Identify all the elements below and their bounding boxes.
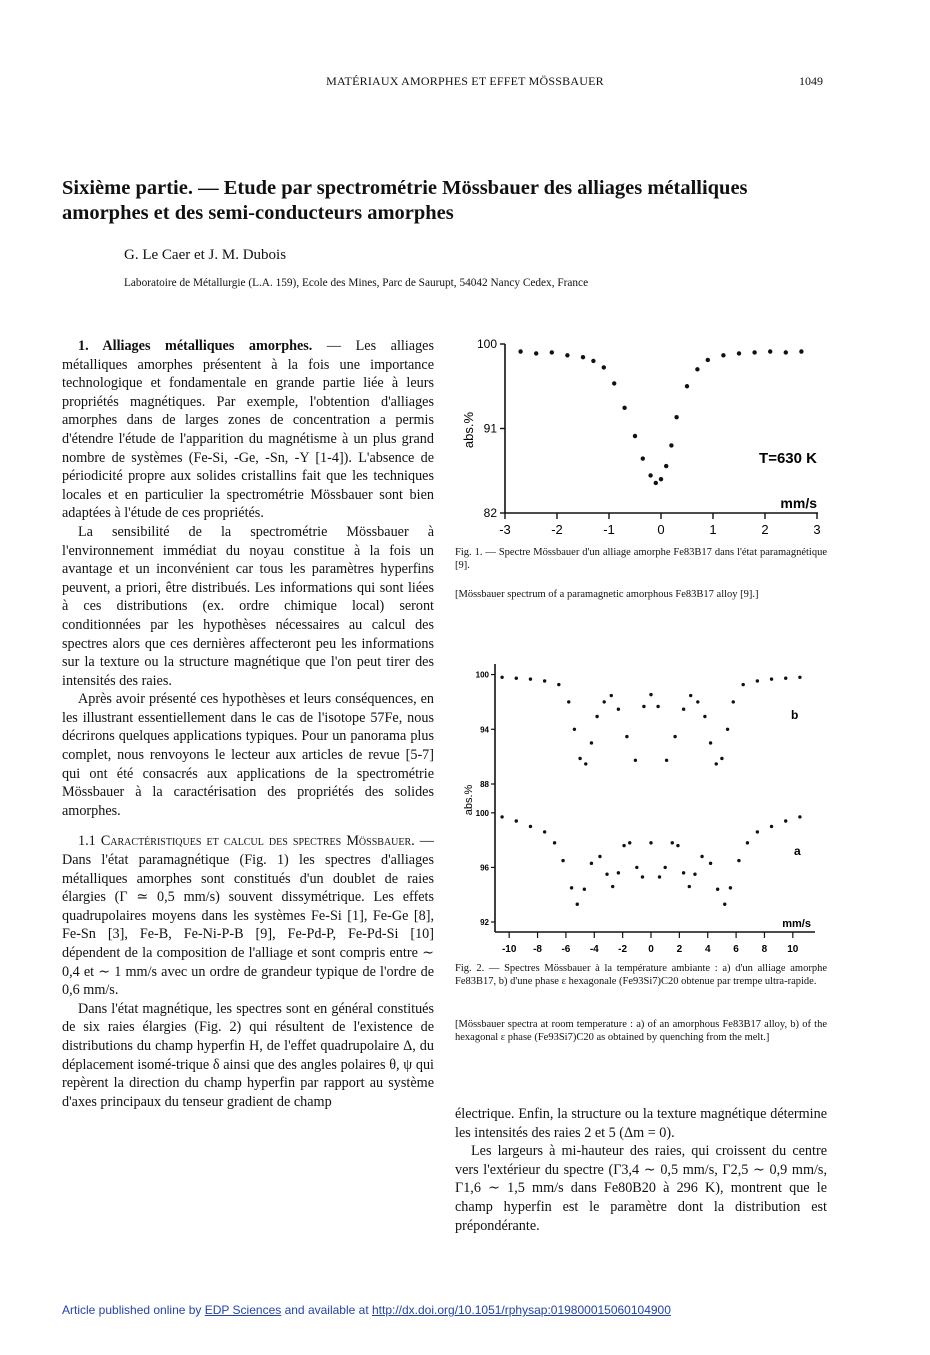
fig2-panel-b-data-point <box>726 728 729 731</box>
fig2-panel-a-data-point <box>723 903 726 906</box>
fig1-y-tick-label: 82 <box>483 506 497 520</box>
fig2-panel-a-data-point <box>770 825 773 828</box>
fig1-data-point <box>534 351 538 355</box>
fig1-data-point <box>659 477 663 481</box>
fig2-panel-a-data-point <box>570 886 573 889</box>
fig1-x-tick-label: -1 <box>603 522 615 537</box>
fig2-panel-b-data-point <box>625 735 628 738</box>
fig2-panel-b-data-point <box>642 705 645 708</box>
right-para2: Les largeurs à mi-hauteur des raies, qui croissent du centre vers l'extérieur du spectre (Γ3,4 ∼ 0,5 mm/s, Γ2,5 ∼ 0,9 mm/s, Γ1,6 ∼ 1,5 mm/s dans Fe80B20 à 296 K), montrent que le champ hyperfin est le paramètre dont la distribution est prépondérante. <box>455 1143 827 1234</box>
fig2-panel-b-data-point <box>696 700 699 703</box>
fig2-panel-b-data-point <box>756 679 759 682</box>
fig2-panel-a-data-point <box>688 885 691 888</box>
fig2-panel-b-data-point <box>590 741 593 744</box>
fig2-y-tick-label: 96 <box>480 863 489 873</box>
fig2-panel-b-data-point <box>500 676 503 679</box>
fig2-panel-a-data-point <box>617 871 620 874</box>
fig1-x-tick-label: -3 <box>499 522 511 537</box>
section1-para3: Après avoir présenté ces hypothèses et leurs conséquences, en les illustrant essentiellement dans le cas de l'isotope 57Fe, nous décrirons quelques applications typiques. Pour un panorama plus complet, nous renvoyons le lecteur aux articles de revue [5-7] qui ont été consacrés aux applications de la spectrométrie Mössbauer à la caractérisation des propriétés des solides amorphes. <box>62 691 434 819</box>
fig2-panel-a-data-point <box>700 855 703 858</box>
doi-link[interactable]: http://dx.doi.org/10.1051/rphysap:019800015060104900 <box>371 1303 671 1317</box>
fig2-panel-a-data-point <box>628 841 631 844</box>
fig2-panel-b-data-point <box>689 694 692 697</box>
fig2-x-tick-label: -10 <box>501 944 517 955</box>
fig2-panel-b-data-point <box>595 715 598 718</box>
fig1-y-tick-label: 100 <box>476 337 497 351</box>
fig1-data-point <box>602 365 606 369</box>
fig1-data-point <box>654 481 658 485</box>
fig2-label-a: a <box>794 844 801 858</box>
fig2-panel-b-data-point <box>682 708 685 711</box>
figure-2-chart <box>455 660 835 960</box>
fig2-panel-b-data-point <box>732 700 735 703</box>
fig1-data-point <box>669 443 673 447</box>
fig2-panel-b-data-point <box>798 676 801 679</box>
fig2-panel-a-data-point <box>682 871 685 874</box>
fig2-x-tick-label: -6 <box>561 944 571 955</box>
fig2-panel-b-data-point <box>634 759 637 762</box>
figure-1-chart <box>455 330 835 542</box>
fig1-data-point <box>641 456 645 460</box>
fig2-panel-a-data-point <box>671 841 674 844</box>
publisher-link[interactable]: EDP Sciences <box>204 1303 282 1317</box>
fig2-panel-b-data-point <box>584 762 587 765</box>
section1-heading: 1. Alliages métalliques amorphes. <box>78 338 313 354</box>
fig1-data-point <box>581 355 585 359</box>
fig2-panel-a-data-point <box>561 859 564 862</box>
footer-middle: and available at <box>281 1303 372 1317</box>
section11-para1 <box>62 832 434 999</box>
fig2-panel-a-data-point <box>746 841 749 844</box>
article-title: Sixième partie. — Etude par spectrométrie Mössbauer des alliages métalliques amorphes et des semi-conducteurs amorphes <box>62 177 748 224</box>
fig2-x-tick-label: -4 <box>589 944 599 955</box>
fig2-panel-b-data-point <box>703 715 706 718</box>
fig2-panel-a-data-point <box>583 888 586 891</box>
fig2-panel-b-data-point <box>741 683 744 686</box>
fig2-panel-b-data-point <box>665 759 668 762</box>
fig2-x-label: mm/s <box>782 918 811 930</box>
fig2-panel-a-data-point <box>611 885 614 888</box>
fig2-panel-a-data-point <box>576 903 579 906</box>
right-column-text <box>455 1105 827 1235</box>
fig1-data-point <box>799 349 803 353</box>
fig2-panel-a-data-point <box>635 866 638 869</box>
fig1-data-point <box>518 349 522 353</box>
fig2-panel-a-data-point <box>543 830 546 833</box>
fig1-y-label: abs.% <box>461 411 476 449</box>
fig1-data-point <box>784 350 788 354</box>
fig1-x-tick-label: 0 <box>657 522 665 537</box>
fig2-panel-a-data-point <box>500 815 503 818</box>
fig2-x-tick-label: -2 <box>618 944 628 955</box>
affiliation: Laboratoire de Métallurgie (L.A. 159), Ecole des Mines, Parc de Saurupt, 54042 Nancy Cedex, France <box>124 277 589 289</box>
fig2-y-label: abs.% <box>463 784 475 816</box>
fig1-data-point <box>591 359 595 363</box>
fig1-data-point <box>768 349 772 353</box>
fig1-y-tick-label: 91 <box>483 421 497 436</box>
fig1-data-point <box>685 384 689 388</box>
fig2-panel-a-data-point <box>553 841 556 844</box>
fig1-x-label: mm/s <box>780 495 817 511</box>
fig2-panel-b-data-point <box>578 757 581 760</box>
fig2-panel-a-data-point <box>709 862 712 865</box>
fig2-x-tick-label: 8 <box>761 944 768 955</box>
fig2-panel-a-data-point <box>798 815 801 818</box>
authors: G. Le Caer et J. M. Dubois <box>124 247 287 263</box>
fig2-panel-b-data-point <box>784 677 787 680</box>
footer <box>62 1303 671 1317</box>
fig2-panel-b-data-point <box>715 762 718 765</box>
fig2-caption-fr: Fig. 2. — Spectres Mössbauer à la température ambiante : a) d'un alliage amorphe Fe83B17, b) d'une phase ε hexagonale (Fe93Si7)C20 obtenue par trempe ultra-rapide. <box>455 963 827 987</box>
fig2-panel-b-data-point <box>720 757 723 760</box>
section1-para2: La sensibilité de la spectrométrie Mössbauer à l'environnement immédiat du noyau constitue à la fois un avantage et un inconvénient car tous les paramètres hyperfins peuvent, a priori, être distribués. Les informations qui sont liées à ces distributions (ex. ordre chimique local) seront conditionnées par les hypothèses nécessaires au calcul des spectres alors que ces dernières affecteront peu les informations sur la texture ou la structure magnétique que l'on peut tirer des intensités des raies. <box>62 523 434 689</box>
fig2-panel-b-data-point <box>567 700 570 703</box>
footer-prefix: Article published online by <box>62 1303 205 1317</box>
fig2-x-tick-label: 6 <box>733 944 739 955</box>
fig2-panel-a-data-point <box>529 825 532 828</box>
fig2-panel-b-data-point <box>649 693 652 696</box>
fig1-x-tick-label: 1 <box>709 522 717 537</box>
fig2-x-tick-label: 0 <box>648 944 654 955</box>
fig2-panel-a-data-point <box>737 859 740 862</box>
fig2-panel-a-data-point <box>784 819 787 822</box>
section1-para1 <box>62 337 434 523</box>
fig1-data-point <box>706 358 710 362</box>
section1-p1-text: — Les alliages métalliques amorphes présentent à la fois une importance technologique et fondamentale en grande partie liée à leurs propriétés magnétiques. Par exemple, l'obtention d'alliages amorphes dans de larges zones de concentration a permis d'étendre l'étude de l'apparition du magnétisme à un plus grand nombre de systèmes (Fe-Si, -Ge, -Sn, -Y [1-4]). L'absence de périodicité propre aux solides cristallins fait que les techniques locales et en particulier la spectrométrie Mössbauer sont bien adaptées à l'étude de ces propriétés. <box>62 338 434 522</box>
fig2-x-tick-label: -8 <box>533 944 542 955</box>
fig1-temperature-annotation: T=630 K <box>759 450 817 467</box>
fig1-data-point <box>633 434 637 438</box>
fig2-panel-b-data-point <box>610 694 613 697</box>
fig2-panel-b-data-point <box>529 677 532 680</box>
fig1-data-point <box>695 367 699 371</box>
fig2-panel-a-data-point <box>663 866 666 869</box>
fig2-panel-a-data-point <box>605 873 608 876</box>
fig2-panel-b-data-point <box>603 700 606 703</box>
fig2-panel-b-data-point <box>770 677 773 680</box>
fig2-panel-a-data-point <box>729 886 732 889</box>
fig1-data-point <box>752 350 756 354</box>
fig2-panel-a-data-point <box>590 862 593 865</box>
fig2-panel-a-data-point <box>676 844 679 847</box>
fig2-panel-a-data-point <box>649 841 652 844</box>
fig2-panel-a-data-point <box>693 873 696 876</box>
left-column <box>62 337 434 1111</box>
fig2-y-tick-label: 94 <box>480 725 489 735</box>
fig2-panel-b-data-point <box>573 728 576 731</box>
fig1-data-point <box>674 415 678 419</box>
fig1-data-point <box>737 351 741 355</box>
fig2-y-tick-label: 100 <box>475 670 489 680</box>
fig1-data-point <box>612 381 616 385</box>
fig2-panel-a-data-point <box>598 855 601 858</box>
fig1-caption-en: [Mössbauer spectrum of a paramagnetic amorphous Fe83B17 alloy [9].] <box>455 589 759 600</box>
section11-para2: Dans l'état magnétique, les spectres sont en général constitués de six raies élargies (Fig. 2) qui résultent de l'existence de distributions du champ hyperfin H, de l'effet quadrupolaire Δ, du déplacement isomé-trique δ ainsi que des angles polaires θ, ψ qui repèrent la direction du champ hyperfin par rapport au système d'axes principaux du tenseur gradient de champ <box>62 1000 434 1110</box>
fig1-data-point <box>664 464 668 468</box>
fig1-data-point <box>550 350 554 354</box>
fig2-y-tick-label: 88 <box>480 780 489 789</box>
fig1-x-tick-label: 3 <box>813 522 821 537</box>
fig2-panel-a-data-point <box>658 875 661 878</box>
fig2-panel-b-data-point <box>543 679 546 682</box>
fig2-panel-a-data-point <box>622 844 625 847</box>
fig2-panel-b-data-point <box>673 735 676 738</box>
fig1-data-point <box>648 473 652 477</box>
section11-heading: 1.1 Caractéristiques et calcul des spectres Mössbauer. <box>78 833 415 850</box>
fig2-caption-en: [Mössbauer spectra at room temperature : a) of an amorphous Fe83B17 alloy, b) of the hexagonal ε phase (Fe93Si7)C20 as obtained by quenching from the melt.] <box>455 1019 827 1043</box>
fig2-panel-a-data-point <box>716 888 719 891</box>
fig2-panel-b-data-point <box>515 677 518 680</box>
right-para1: électrique. Enfin, la structure ou la texture magnétique détermine les intensités des raies 2 et 5 (Δm = 0). <box>455 1106 827 1141</box>
fig1-data-point <box>721 353 725 357</box>
fig2-x-tick-label: 4 <box>704 944 711 955</box>
fig1-x-tick-label: -2 <box>551 522 563 537</box>
fig2-panel-a-data-point <box>515 819 518 822</box>
fig1-data-point <box>622 406 626 410</box>
running-title: MATÉRIAUX AMORPHES ET EFFET MÖSSBAUER <box>326 74 604 88</box>
fig2-panel-b-data-point <box>709 741 712 744</box>
fig2-panel-b-data-point <box>557 683 560 686</box>
fig2-panel-a-data-point <box>641 875 644 878</box>
fig2-panel-b-data-point <box>656 705 659 708</box>
fig1-caption-fr: Fig. 1. — Spectre Mössbauer d'un alliage amorphe Fe83B17 dans l'état paramagnétique [9]. <box>455 547 827 571</box>
fig2-x-tick-label: 10 <box>787 944 799 955</box>
fig1-x-tick-label: 2 <box>761 522 769 537</box>
fig2-y-tick-label: 92 <box>480 918 489 927</box>
fig2-y-tick-label: 100 <box>475 808 489 818</box>
fig2-label-b: b <box>791 708 799 722</box>
fig1-data-point <box>565 353 569 357</box>
fig2-panel-b-data-point <box>617 708 620 711</box>
section11-p1-text: — Dans l'état paramagnétique (Fig. 1) les spectres d'alliages métalliques amorphes sont constitués d'un doublet de raies élargies (Γ ≃ 0,5 mm/s) souvent dissymétrique. Les effets quadrupolaires moyens dans les systèmes Fe-Si [1], Fe-Ge [8], Fe-Sn [3], Fe-B, Fe-Ni-P-B [9], Fe-Pd-P, Fe-Pd-Si [10] dépendent de la composition de l'alliage et sont compris entre ∼ 0,4 et ∼ 1 mm/s avec un ordre de grandeur typique de l'ordre de 0,6 mm/s. <box>62 833 434 999</box>
page-number: 1049 <box>799 74 823 88</box>
fig2-x-tick-label: 2 <box>676 944 683 955</box>
fig2-panel-a-data-point <box>756 830 759 833</box>
